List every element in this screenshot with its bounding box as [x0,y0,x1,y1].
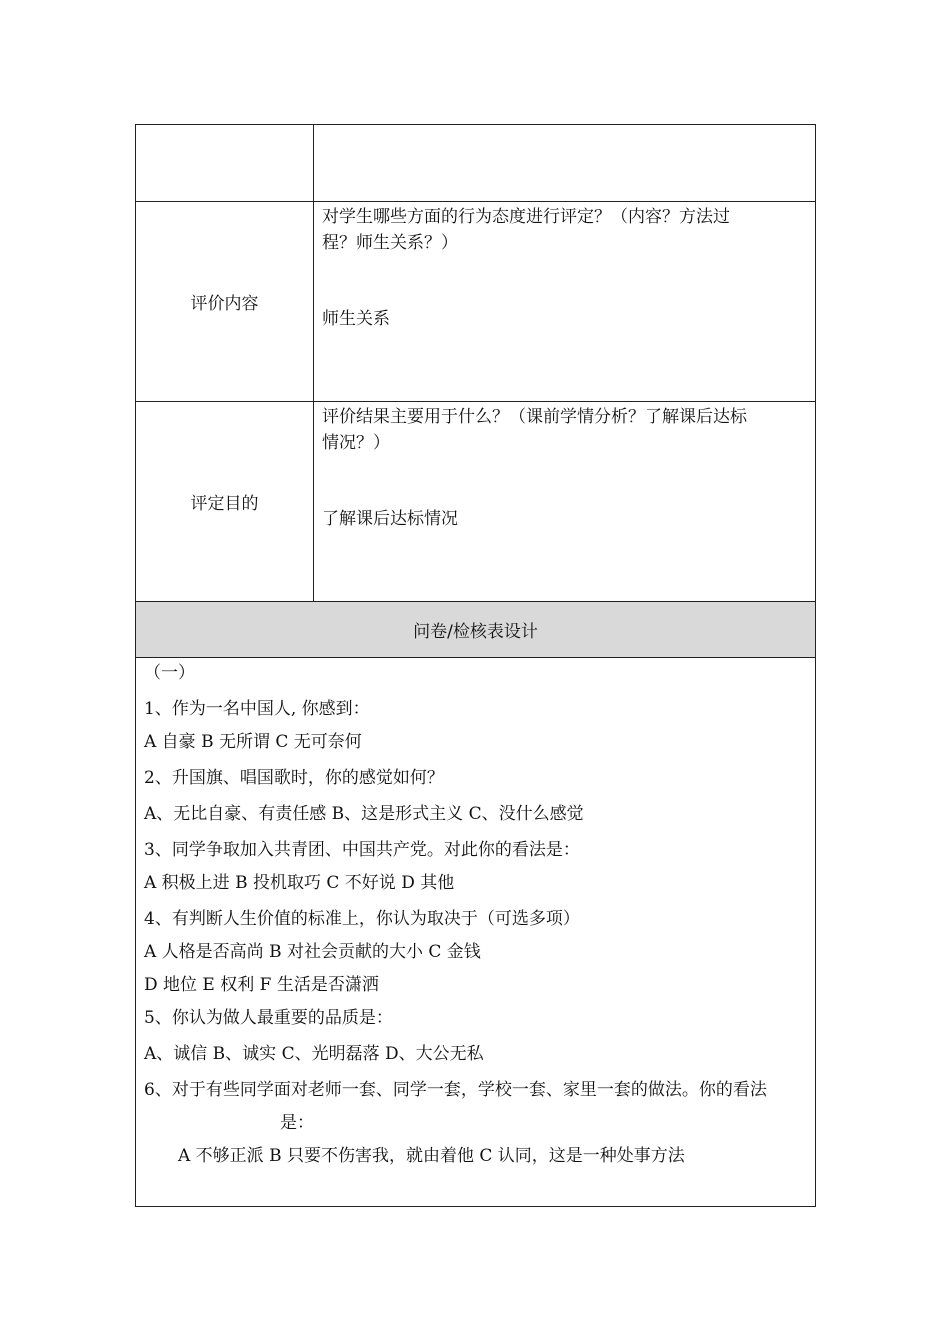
question-text: 程？师生关系？） [322,233,458,253]
question-4-options-1: A 人格是否高尚 B 对社会贡献的大小 C 金钱 [144,942,481,962]
question-3-options: A 积极上进 B 投机取巧 C 不好说 D 其他 [144,873,455,893]
question-1-options: A 自豪 B 无所谓 C 无可奈何 [144,732,362,752]
section-header: 问卷/检核表设计 [136,602,815,658]
question-text: 对学生哪些方面的行为态度进行评定？（内容？方法过 [322,207,730,227]
survey-part: （一） [144,663,195,683]
answer-text: 了解课后达标情况 [322,509,458,529]
table-row [136,125,815,202]
row-label [136,125,314,201]
question-text: 评价结果主要用于什么？（课前学情分析？了解课后达标 [322,407,747,427]
question-1: 1、作为一名中国人, 你感到： [144,699,370,719]
question-5: 5、你认为做人最重要的品质是： [144,1008,393,1028]
survey-content [136,658,815,1206]
question-3: 3、同学争取加入共青团、中国共产党。对此你的看法是： [144,840,580,860]
question-4-options-2: D 地位 E 权利 F 生活是否潇洒 [144,975,379,995]
question-2-options: A、无比自豪、有责任感 B、这是形式主义 C、没什么感觉 [144,804,584,824]
question-5-options: A、诚信 B、诚实 C、光明磊落 D、大公无私 [144,1044,484,1064]
evaluation-table [135,124,816,1207]
question-text: 情况？） [322,433,390,453]
row-label: 评定目的 [136,402,314,601]
question-6: 6、对于有些同学面对老师一套、同学一套，学校一套、家里一套的做法。你的看法 [144,1080,767,1100]
row-value [314,402,815,601]
row-label: 评价内容 [136,202,314,401]
answer-text: 师生关系 [322,309,390,329]
question-4: 4、有判断人生价值的标准上，你认为取决于（可选多项） [144,909,580,929]
table-row-evaluation-purpose [136,402,815,602]
table-row-evaluation-content [136,202,815,402]
row-value [314,202,815,401]
question-6-continued: 是： [280,1113,314,1133]
question-2: 2、升国旗、唱国歌时，你的感觉如何？ [144,768,444,788]
question-6-options: A 不够正派 B 只要不伤害我，就由着他 C 认同，这是一种处事方法 [178,1146,685,1166]
row-value [314,125,815,201]
